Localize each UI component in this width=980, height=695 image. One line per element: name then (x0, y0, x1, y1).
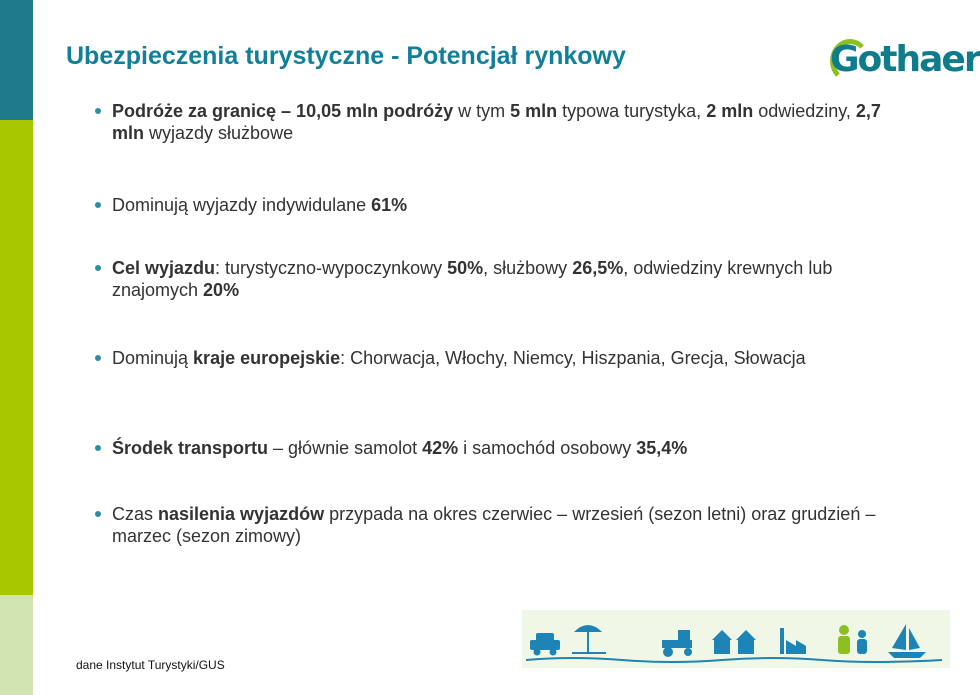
bullet-text (112, 348, 806, 368)
bullet-run: nasilenia wyjazdów (158, 504, 325, 524)
bullet-dot-icon (95, 108, 101, 114)
bullet-text (112, 438, 687, 458)
accent-strip-pale (0, 595, 33, 695)
bullet-run: , służbowy (483, 258, 573, 278)
bullet-run: 26,5% (572, 258, 624, 278)
bullet-item-transport (94, 437, 884, 459)
tractor-icon (662, 630, 692, 657)
sailboat-icon (888, 624, 926, 658)
bullet-dot-icon (95, 355, 101, 361)
bullet-item-trip-purpose (94, 257, 884, 301)
bullet-run: Dominują (112, 348, 194, 368)
bullet-item-individual-trips (94, 194, 884, 216)
bullet-run: , odwiedziny krewnych lub znajomych (112, 258, 833, 300)
bullet-run: Czas (112, 504, 159, 524)
bullet-run: 20% (203, 280, 240, 300)
logo-wordmark: Gothaer (830, 39, 980, 80)
bullet-run: 61% (371, 195, 408, 215)
bullet-text (112, 195, 407, 215)
bullet-run: Środek transportu (112, 438, 269, 458)
house-icon (712, 630, 756, 654)
accent-strip-teal (0, 0, 33, 120)
bullet-run: Podróże za granicę – 10,05 mln podróży (112, 101, 454, 121)
pictogram-strip (522, 610, 950, 668)
bullet-run: 2 mln (706, 101, 754, 121)
bullet-item-foreign-trips (94, 100, 884, 144)
bullet-run: 35,4% (636, 438, 688, 458)
bullet-run: wyjazdy służbowe (144, 123, 294, 143)
bullet-text (112, 504, 875, 546)
bullet-dot-icon (95, 445, 101, 451)
bullet-run: : Chorwacja, Włochy, Niemcy, Hiszpania, Grecja, Słowacja (340, 348, 806, 368)
bullet-run: : turystyczno-wypoczynkowy (215, 258, 448, 278)
bullet-run: typowa turystyka, (557, 101, 707, 121)
bullet-item-seasons (94, 503, 884, 547)
beach-umbrella-icon (572, 625, 606, 654)
bullet-run: Dominują wyjazdy indywidulane (112, 195, 372, 215)
bullet-run: odwiedziny, (753, 101, 856, 121)
wave-line (526, 658, 942, 662)
factory-icon (780, 628, 806, 654)
family-icon (838, 625, 867, 654)
gothaer-logo (828, 36, 980, 84)
bullet-text (112, 101, 881, 143)
bullet-run: i samochód osobowy (458, 438, 637, 458)
bullet-run: Cel wyjazdu (112, 258, 216, 278)
accent-strip-lime (0, 120, 33, 595)
bullet-run: w tym (453, 101, 511, 121)
bullet-run: kraje europejskie (193, 348, 341, 368)
bullet-run: 5 mln (510, 101, 558, 121)
slide-title: Ubezpieczenia turystyczne - Potencjał rynkowy (66, 42, 626, 70)
bullet-run: 42% (422, 438, 459, 458)
bullet-run: 50% (447, 258, 484, 278)
source-footnote: dane Instytut Turystyki/GUS (76, 658, 225, 672)
bullet-run: 2,7 mln (112, 101, 881, 143)
bullet-dot-icon (95, 511, 101, 517)
bullet-run: – głównie samolot (268, 438, 423, 458)
bullet-run: przypada na okres czerwiec – wrzesień (sezon letni) oraz grudzień – marzec (sezon zimowy) (112, 504, 876, 546)
bullet-dot-icon (95, 265, 101, 271)
car-icon (530, 633, 560, 656)
bullet-dot-icon (95, 202, 101, 208)
bullet-item-destinations (94, 347, 884, 369)
bullet-text (112, 258, 832, 300)
